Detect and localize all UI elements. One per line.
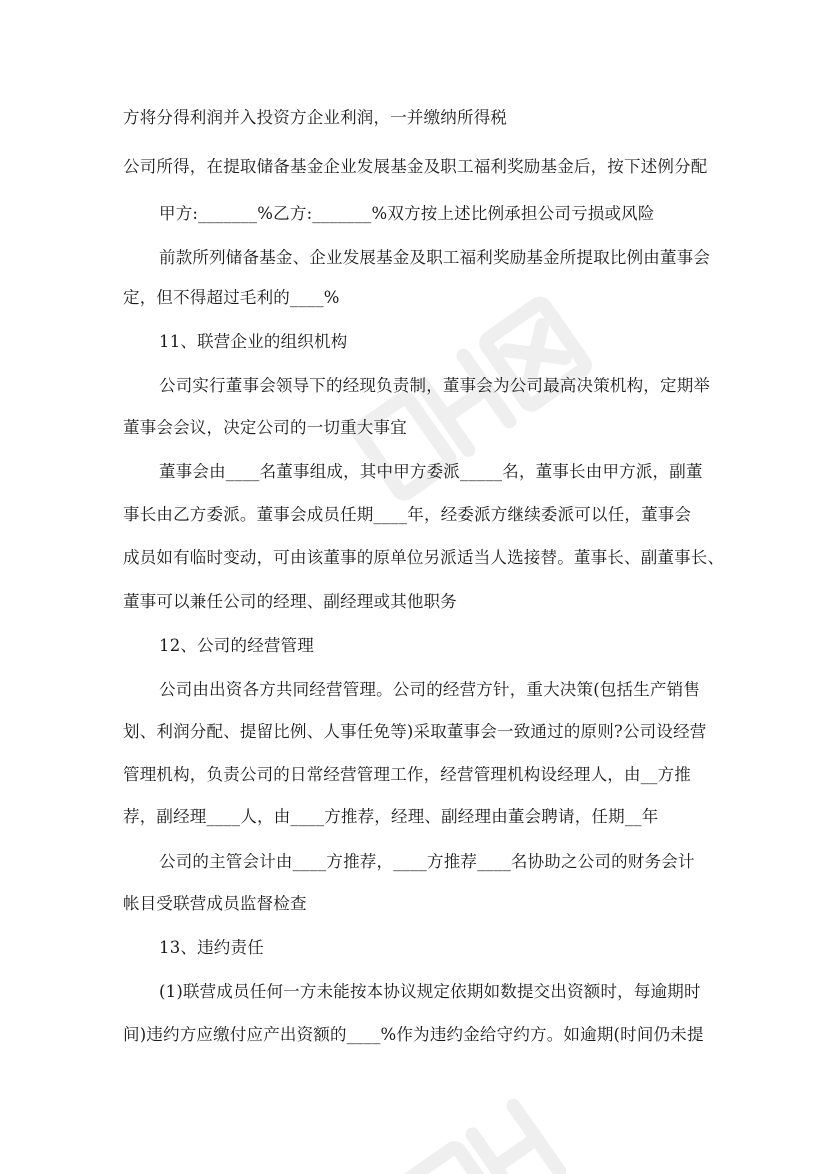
body-line: 董事会会议，决定公司的一切重大事宜 bbox=[123, 418, 407, 437]
body-line: 前款所列储备基金、企业发展基金及职工福利奖励基金所提取比例由董事会 bbox=[159, 248, 711, 267]
body-line: 公司实行董事会领导下的经现负责制，董事会为公司最高决策机构，定期举 bbox=[159, 376, 711, 395]
body-line: 荐，副经理____人，由____方推荐，经理、副经理由董会聘请，任期__年 bbox=[123, 807, 659, 826]
body-line: 成员如有临时变动，可由该董事的原单位另派适当人选接替。董事长、副董事长、 bbox=[123, 548, 725, 567]
body-line: 划、利润分配、提留比例、人事任免等)采取董事会一致通过的原则?公司设经营 bbox=[123, 722, 707, 741]
body-line: 帐目受联营成员监督检查 bbox=[123, 894, 307, 913]
body-line: 甲方:_______%乙方:_______%双方按上述比例承担公司亏损或风险 bbox=[159, 204, 655, 223]
section-heading: 11、联营企业的组织机构 bbox=[159, 332, 348, 351]
body-line: 公司所得，在提取储备基金企业发展基金及职工福利奖励基金后，按下述例分配 bbox=[123, 157, 708, 176]
body-line: 管理机构，负责公司的日常经营管理工作，经营管理机构设经理人，由__方推 bbox=[123, 765, 691, 784]
body-line: 董事会由____名董事组成，其中甲方委派_____名，董事长由甲方派，副董 bbox=[159, 462, 703, 481]
body-line: 公司的主管会计由____方推荐，____方推荐____名协助之公司的财务会计 bbox=[159, 852, 695, 871]
body-line: 董事可以兼任公司的经理、副经理或其他职务 bbox=[123, 592, 457, 611]
section-heading: 13、违约责任 bbox=[159, 938, 264, 957]
body-line: 间)违约方应缴付应产出资额的____%作为违约金给守约方。如逾期(时间仍未提 bbox=[123, 1025, 704, 1044]
body-line: 方将分得利润并入投资方企业利润，一并缴纳所得税 bbox=[123, 108, 508, 127]
body-line: (1)联营成员任何一方未能按本协议规定依期如数提交出资额时，每逾期时 bbox=[159, 982, 701, 1001]
section-heading: 12、公司的经营管理 bbox=[159, 636, 314, 655]
body-line: 定，但不得超过毛利的____% bbox=[123, 288, 340, 307]
body-line: 公司由出资各方共同经营管理。公司的经营方针，重大决策(包括生产销售 bbox=[159, 680, 701, 699]
body-line: 事长由乙方委派。董事会成员任期____年，经委派方继续委派可以任，董事会 bbox=[123, 505, 692, 524]
